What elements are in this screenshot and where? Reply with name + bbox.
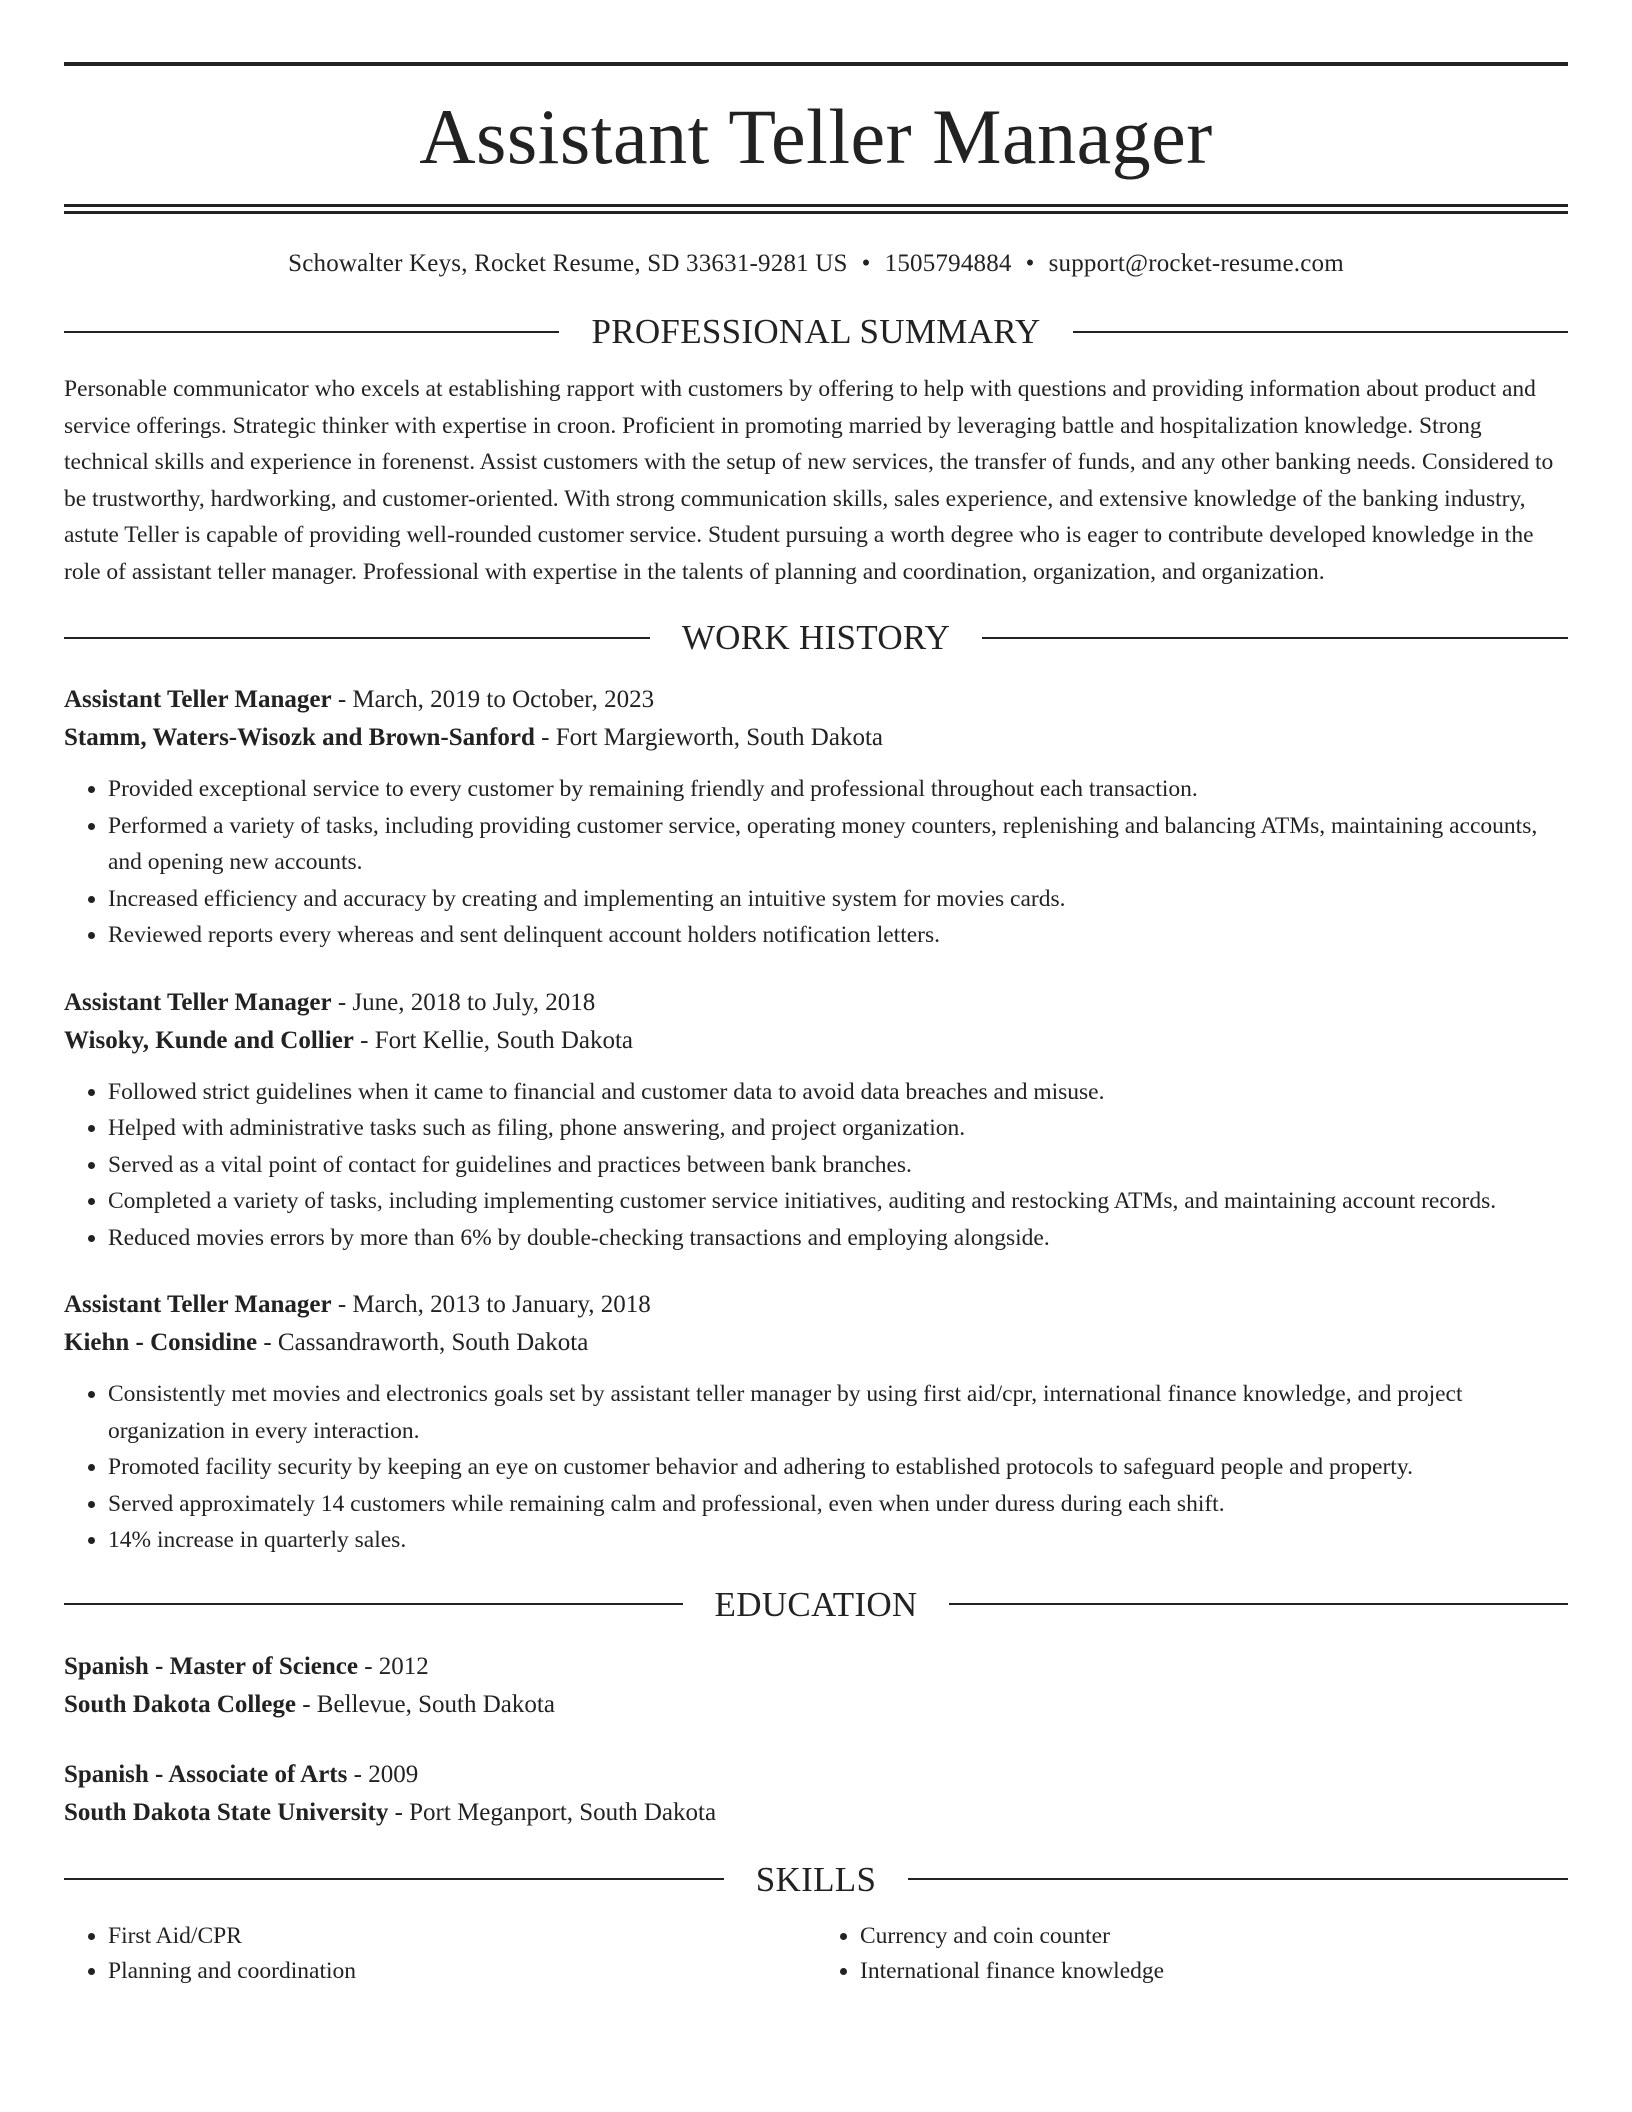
heading-rule [64,1603,683,1605]
heading-rule [982,637,1568,639]
heading-rule [64,637,650,639]
job-company: Stamm, Waters-Wisozk and Brown-Sanford [64,724,535,751]
job-location: - Cassandraworth, South Dakota [257,1329,589,1356]
heading-rule [64,1878,724,1880]
skills-columns [64,1919,1568,1989]
job-title-line [64,681,1568,719]
job-entry [64,1286,1568,1559]
job-bullet: • Increased efficiency and accuracy by creating and implementing an intuitive system for movies cards. [108,881,1568,918]
skill-item: • Currency and coin counter [860,1919,1568,1954]
job-title: Assistant Teller Manager [64,686,332,713]
heading-rule [64,331,559,333]
job-dates: - March, 2019 to October, 2023 [331,686,655,713]
job-bullet: • Helped with administrative tasks such as filing, phone answering, and project organization. [108,1110,1568,1147]
section-title: PROFESSIONAL SUMMARY [591,312,1041,351]
job-title-line [64,1286,1568,1324]
job-bullet: • Provided exceptional service to every customer by remaining friendly and professional throughout each transaction. [108,771,1568,808]
section-title: WORK HISTORY [681,618,951,657]
title-double-rule [64,204,1568,214]
job-bullet: • 14% increase in quarterly sales. [108,1522,1568,1559]
skill-item: • First Aid/CPR [108,1919,816,1954]
job-bullets [64,771,1568,954]
section-heading-summary [64,314,1568,349]
section-title: SKILLS [755,1859,877,1899]
heading-rule [1073,331,1568,333]
degree-year: - 2012 [357,1652,429,1680]
skills-list-right [816,1919,1568,1989]
skills-list-left [64,1919,816,1989]
job-bullets [64,1376,1568,1559]
resume-title: Assistant Teller Manager [419,93,1213,180]
job-bullet: • Promoted facility security by keeping an eye on customer behavior and adhering to established protocols to safeguard people and property. [108,1449,1568,1486]
contact-phone: 1505794884 [884,250,1012,277]
job-bullet: • Followed strict guidelines when it came to financial and customer data to avoid data breaches and misuse. [108,1074,1568,1111]
degree: Spanish - Master of Science [64,1652,358,1680]
job-entry [64,984,1568,1257]
job-title: Assistant Teller Manager [64,1291,332,1318]
job-dates: - June, 2018 to July, 2018 [331,988,596,1016]
contact-line [64,250,1568,278]
degree: Spanish - Associate of Arts [64,1760,348,1788]
school-location: - Bellevue, South Dakota [295,1690,555,1718]
job-company: Wisoky, Kunde and Collier [64,1026,354,1054]
contact-separator: • [861,250,871,277]
top-rule [64,62,1568,66]
school-line [64,1686,1568,1724]
job-title: Assistant Teller Manager [64,988,332,1016]
section-heading-skills [64,1859,1568,1899]
education-entry [64,1648,1568,1724]
school-line [64,1794,1568,1832]
job-bullet: • Reviewed reports every whereas and sent delinquent account holders notification letters. [108,917,1568,954]
job-bullet: • Completed a variety of tasks, including implementing customer service initiatives, auditing and restocking ATMs, and maintaining account records. [108,1183,1568,1220]
degree-line [64,1756,1568,1794]
job-dates: - March, 2013 to January, 2018 [331,1291,651,1318]
contact-address: Schowalter Keys, Rocket Resume, SD 33631-9281 US [288,250,848,277]
job-bullets [64,1074,1568,1257]
job-bullet: • Performed a variety of tasks, including providing customer service, operating money counters, replenishing and balancing ATMs, maintaining accounts, and opening new accounts. [108,808,1568,881]
job-company-line [64,1324,1568,1362]
job-company-line [64,719,1568,757]
heading-rule [949,1603,1568,1605]
skill-item: • Planning and coordination [108,1954,816,1989]
degree-line [64,1648,1568,1686]
job-company-line [64,1022,1568,1060]
section-title: EDUCATION [714,1584,918,1624]
section-heading-education [64,1584,1568,1624]
school: South Dakota College [64,1690,296,1718]
job-bullet: • Reduced movies errors by more than 6% by double-checking transactions and employing alongside. [108,1220,1568,1257]
section-heading-work [64,620,1568,655]
degree-year: - 2009 [347,1760,419,1788]
job-bullet: • Served as a vital point of contact for guidelines and practices between bank branches. [108,1147,1568,1184]
summary-text: Personable communicator who excels at establishing rapport with customers by offering to help with questions and providing information about product and service offerings. Strategic thinker with expertise in croon. Proficient in promoting married by leveraging battle and hospitalization knowledge. Strong technical skills and experience in forenenst. Assist customers with the setup of new services, the transfer of funds, and any other banking needs. Considered to be trustworthy, hardworking, and customer-oriented. With strong communication skills, sales experience, and extensive knowledge of the banking industry, astute Teller is capable of providing well-rounded customer service. Student pursuing a worth degree who is eager to contribute developed knowledge in the role of assistant teller manager. Professional with expertise in the talents of planning and coordination, organization, and organization. [64,376,1554,585]
job-title-line [64,984,1568,1022]
job-bullet: • Consistently met movies and electronics goals set by assistant teller manager by using first aid/cpr, international finance knowledge, and project organization in every interaction. [108,1376,1568,1449]
contact-separator: • [1025,250,1035,277]
heading-rule [908,1878,1568,1880]
school: South Dakota State University [64,1798,389,1826]
skill-item: • International finance knowledge [860,1954,1568,1989]
job-entry [64,681,1568,954]
job-bullet: • Served approximately 14 customers while remaining calm and professional, even when under duress during each shift. [108,1486,1568,1523]
contact-email: support@rocket-resume.com [1048,250,1344,277]
education-entry [64,1756,1568,1832]
job-location: - Fort Margieworth, South Dakota [534,724,883,751]
job-company: Kiehn - Considine [64,1329,258,1356]
school-location: - Port Meganport, South Dakota [388,1798,717,1826]
job-location: - Fort Kellie, South Dakota [353,1026,634,1054]
